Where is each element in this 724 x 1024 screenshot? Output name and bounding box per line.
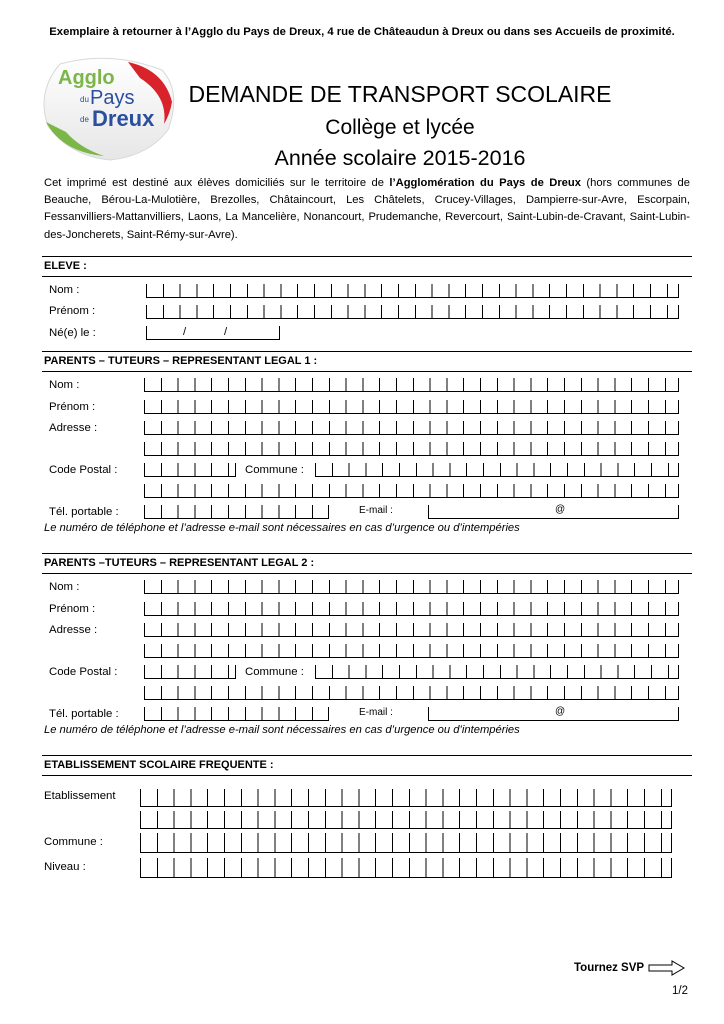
eleve-prenom-label: Prénom : [49, 305, 96, 317]
section-heading-parent2: PARENTS –TUTEURS – REPRESENTANT LEGAL 2 : [44, 557, 315, 569]
parent1-commune-field[interactable] [315, 463, 679, 477]
school-year: Année scolaire 2015-2016 [274, 146, 526, 170]
divider [42, 276, 692, 277]
parent2-commune-label: Commune : [245, 666, 304, 678]
eleve-birthdate-label: Né(e) le : [49, 327, 96, 339]
parent1-prenom-field[interactable] [144, 400, 679, 414]
parent2-code-postal-label: Code Postal : [49, 666, 118, 678]
parent1-contact-note: Le numéro de téléphone et l’adresse e-mail sont nécessaires en cas d’urgence ou d’intempéries [44, 522, 520, 534]
date-separator: / [183, 326, 187, 338]
parent2-email-field[interactable] [428, 707, 679, 721]
parent1-nom-label: Nom : [49, 379, 80, 391]
parent2-adresse-label: Adresse : [49, 624, 98, 636]
etablissement-niveau-field[interactable] [140, 858, 672, 878]
parent1-nom-field[interactable] [144, 378, 679, 392]
divider [42, 351, 692, 352]
etablissement-field-line1[interactable] [140, 789, 672, 807]
parent1-commune-label: Commune : [245, 464, 304, 476]
divider [42, 256, 692, 257]
parent2-adresse-field-line2[interactable] [144, 644, 679, 658]
section-heading-parent1: PARENTS – TUTEURS – REPRESENTANT LEGAL 1 : [44, 355, 318, 367]
parent1-adresse-field-line1[interactable] [144, 421, 679, 435]
divider [42, 755, 692, 756]
logo-text-de: de [80, 115, 89, 124]
eleve-nom-label: Nom : [49, 284, 80, 296]
parent2-commune-field[interactable] [315, 665, 679, 679]
parent2-nom-field[interactable] [144, 580, 679, 594]
logo-text-du: du [80, 95, 89, 104]
eleve-nom-field[interactable] [146, 284, 679, 298]
parent2-contact-note: Le numéro de téléphone et l’adresse e-mail sont nécessaires en cas d’urgence ou d’intempéries [44, 724, 520, 736]
parent1-tel-field[interactable] [144, 505, 329, 519]
section-heading-etablissement: ETABLISSEMENT SCOLAIRE FREQUENTE : [44, 759, 274, 771]
parent2-commune-field-line2[interactable] [144, 686, 679, 700]
etablissement-niveau-label: Niveau : [44, 861, 86, 873]
parent2-code-postal-field[interactable] [144, 665, 236, 679]
eleve-birthdate-field[interactable] [146, 326, 280, 340]
divider [42, 573, 692, 574]
intro-paragraph [44, 175, 690, 244]
parent2-tel-field[interactable] [144, 707, 329, 721]
form-subtitle: Collège et lycée [325, 116, 475, 139]
divider [42, 775, 692, 776]
etablissement-field-line2[interactable] [140, 811, 672, 829]
parent1-code-postal-label: Code Postal : [49, 464, 118, 476]
date-separator: / [224, 326, 228, 338]
return-instructions: Exemplaire à retourner à l’Agglo du Pays de Dreux, 4 rue de Châteaudun à Dreux ou dans ses Accueils de proximité. [49, 26, 675, 38]
at-sign: @ [555, 504, 566, 515]
parent2-nom-label: Nom : [49, 581, 80, 593]
parent1-tel-label: Tél. portable : [49, 506, 119, 518]
parent1-adresse-field-line2[interactable] [144, 442, 679, 456]
turn-page-label: Tournez SVP [574, 962, 645, 974]
parent1-prenom-label: Prénom : [49, 401, 96, 413]
parent1-code-postal-field[interactable] [144, 463, 236, 477]
logo-text-dreux: Dreux [92, 106, 155, 131]
form-title: DEMANDE DE TRANSPORT SCOLAIRE [188, 81, 612, 107]
parent1-commune-field-line2[interactable] [144, 484, 679, 498]
intro-text-end: (hors communes de Beauche, Bérou-La-Mulotière, Brezolles, Châtaincourt, Les Châtelets, Crucey-Villages, Dampierre-sur-Avre, Escorpain, Fessanvilliers-Mattanvilliers, Laons, La Mancelière, Nonancourt, Prudemanche, Revercourt, Saint-Lubin-de-Cravant, Saint-Lubin-des-Joncherets, Saint-Rémy-sur-Avre). [44, 177, 690, 241]
divider [42, 553, 692, 554]
intro-text-bold: l’Agglomération du Pays de Dreux [389, 177, 581, 189]
divider [42, 371, 692, 372]
logo-text-pays: Pays [90, 87, 135, 109]
section-heading-eleve: ELEVE : [44, 260, 87, 272]
parent2-tel-label: Tél. portable : [49, 708, 119, 720]
parent1-email-label: E-mail : [359, 505, 393, 516]
parent2-adresse-field-line1[interactable] [144, 623, 679, 637]
eleve-prenom-field[interactable] [146, 305, 679, 319]
parent2-email-label: E-mail : [359, 707, 393, 718]
arrow-right-outline-icon [648, 960, 686, 976]
etablissement-label: Etablissement [44, 790, 116, 802]
parent1-email-field[interactable] [428, 505, 679, 519]
page-number: 1/2 [672, 985, 688, 997]
at-sign: @ [555, 706, 566, 717]
parent2-prenom-field[interactable] [144, 602, 679, 616]
etablissement-commune-field[interactable] [140, 833, 672, 853]
intro-text-start: Cet imprimé est destiné aux élèves domiciliés sur le territoire de [44, 177, 390, 189]
parent1-adresse-label: Adresse : [49, 422, 98, 434]
logo-text-agglo: Agglo [58, 67, 115, 89]
etablissement-commune-label: Commune : [44, 836, 103, 848]
parent2-prenom-label: Prénom : [49, 603, 96, 615]
